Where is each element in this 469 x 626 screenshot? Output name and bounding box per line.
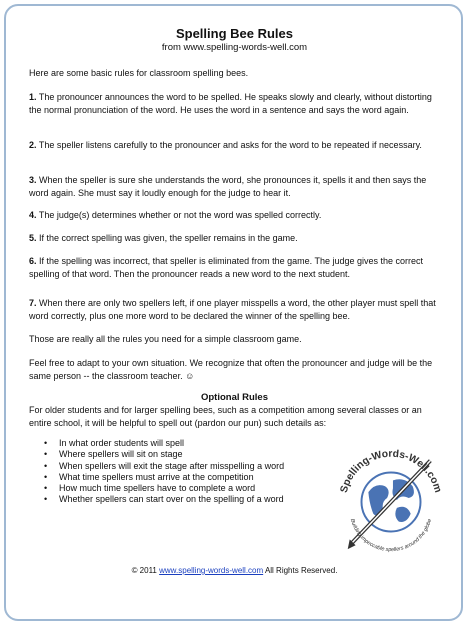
rule-text: If the spelling was incorrect, that speller is eliminated from the game. The judge gives the correct spelling of that word. Then the pronouncer reads a new word to the next student. <box>29 256 424 279</box>
closing-text: Those are really all the rules you need for a simple classroom game. <box>29 334 302 344</box>
list-item-text: In what order students will spell <box>59 438 185 448</box>
rights-text: All Rights Reserved. <box>264 566 338 575</box>
bullet-icon: • <box>44 438 48 448</box>
optional-rules-heading: Optional Rules <box>200 392 269 403</box>
logo-tagline: Building impeccable spellers around the globe <box>348 518 434 554</box>
bullet-icon: • <box>44 494 48 505</box>
rule-3 <box>29 174 441 199</box>
rule-number: 6. <box>29 256 37 266</box>
rule-text: The speller listens carefully to the pronouncer and asks for the word to be repeated if necessary. <box>38 140 422 150</box>
list-item-text: When spellers will exit the stage after misspelling a word <box>59 460 285 471</box>
globe-logo <box>332 441 450 559</box>
footer-website-link[interactable]: www.spelling-words-well.com <box>159 566 264 575</box>
list-item <box>44 449 284 460</box>
list-item-text: Whether spellers can start over on the spelling of a word <box>59 494 284 505</box>
rule-4 <box>29 209 441 222</box>
rule-text: If the correct spelling was given, the speller remains in the game. <box>39 233 298 243</box>
intro-text: Here are some basic rules for classroom spelling bees. <box>29 68 249 78</box>
list-item-text: What time spellers must arrive at the competition <box>59 471 254 482</box>
rule-number: 4. <box>29 210 37 220</box>
bullet-icon: • <box>44 483 48 494</box>
source-line: from www.spelling-words-well.com <box>161 42 308 53</box>
bullet-icon: • <box>44 449 48 460</box>
rule-1 <box>29 91 441 116</box>
list-item-text: Where spellers will sit on stage <box>59 449 183 460</box>
copyright-text: © 2011 <box>131 566 157 575</box>
footer <box>0 566 469 575</box>
optional-rules-list <box>44 438 284 506</box>
bullet-icon: • <box>44 471 48 482</box>
optional-intro: For older students and for larger spelling bees, such as a competition among several classes or an entire school, it will be helpful to spell out (pardon our pun) such details as: <box>29 405 422 428</box>
rule-text: The judge(s) determines whether or not the word was spelled correctly. <box>38 210 322 220</box>
adapt-text: Feel free to adapt to your own situation. We recognize that often the pronouncer and judge will be the same person -- the classroom teacher. ☺ <box>29 358 433 381</box>
rule-text: When there are only two spellers left, if one player misspells a word, the other player must spell that word correctly, plus one more word to be declared the winner of the spelling bee. <box>29 298 436 321</box>
list-item <box>44 472 284 483</box>
rule-text: When the speller is sure she understands the word, she pronounces it, spells it and then says the word again. She must say it loudly enough for the judge to hear it. <box>29 175 427 198</box>
rule-text: The pronouncer announces the word to be spelled. He speaks slowly and clearly, without distorting the normal pronunciation of the word. He uses the word in a sentence and says the word again. <box>29 92 432 115</box>
rule-number: 3. <box>29 175 37 185</box>
rule-7 <box>29 297 441 322</box>
list-item <box>44 461 284 472</box>
bullet-icon: • <box>44 460 48 471</box>
list-item <box>44 483 284 494</box>
rule-number: 2. <box>29 140 37 150</box>
rule-number: 5. <box>29 233 37 243</box>
rule-6 <box>29 255 441 280</box>
rule-2 <box>29 139 441 152</box>
logo-top-text: Spelling-Words-Well.com <box>338 448 444 495</box>
rule-number: 1. <box>29 92 37 102</box>
list-item <box>44 438 284 449</box>
list-item-text: How much time spellers have to complete a word <box>59 483 256 494</box>
rule-number: 7. <box>29 298 37 308</box>
list-item <box>44 494 284 505</box>
rule-5 <box>29 232 441 245</box>
document-title: Spelling Bee Rules <box>175 26 294 41</box>
